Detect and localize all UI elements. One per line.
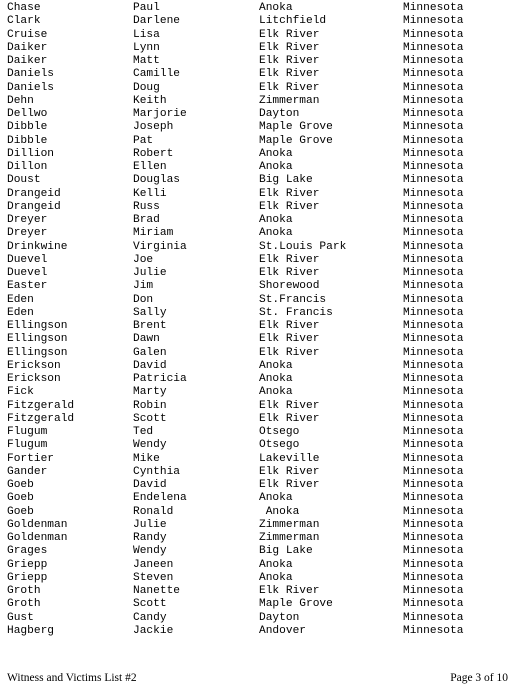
state: Minnesota [403,55,464,67]
state: Minnesota [403,465,464,478]
first-name: Joe [133,253,154,266]
state: Minnesota [403,412,464,425]
last-name: Dreyer [7,214,48,226]
state: Minnesota [403,174,464,187]
record-row [7,55,507,68]
record-row [7,148,507,161]
city: Anoka [259,147,293,160]
state: Minnesota [403,571,464,584]
first-name: Mike [133,452,160,465]
first-name: Wendy [133,545,167,558]
last-name: Goeb [7,479,34,491]
first-name: Matt [133,55,160,67]
first-name: Jackie [133,624,174,637]
record-row [7,280,507,293]
state: Minnesota [403,518,464,531]
state: Minnesota [403,373,464,385]
city: Shorewood [259,280,320,293]
last-name: Ellingson [7,320,68,332]
first-name: David [133,479,167,491]
city: Big Lake [259,174,313,187]
last-name: Gander [7,465,48,478]
last-name: Daiker [7,41,48,54]
state: Minnesota [403,240,464,253]
city: Elk River [259,200,320,213]
record-row [7,492,507,505]
last-name: Groth [7,598,41,611]
city: Anoka [259,214,293,226]
record-row [7,625,507,638]
state: Minnesota [403,293,464,306]
city: Elk River [259,479,320,491]
first-name: Lisa [133,28,160,41]
record-row [7,29,507,42]
state: Minnesota [403,227,464,240]
last-name: Flugum [7,426,48,438]
city: Dayton [259,108,300,120]
record-row [7,466,507,479]
first-name: Scott [133,412,167,425]
state: Minnesota [403,187,464,200]
state: Minnesota [403,585,464,597]
record-row [7,585,507,598]
city: Anoka [259,558,293,571]
first-name: Virginia [133,240,187,253]
city: Elk River [259,28,320,41]
record-row [7,267,507,280]
state: Minnesota [403,108,464,120]
last-name: Chase [7,2,41,14]
last-name: Eden [7,306,34,319]
state: Minnesota [403,359,464,372]
first-name: Wendy [133,439,167,452]
state: Minnesota [403,545,464,558]
state: Minnesota [403,505,464,518]
first-name: Douglas [133,174,180,187]
last-name: Goldenman [7,532,68,544]
record-row [7,254,507,267]
city: St.Louis Park [259,240,347,253]
first-name: Camille [133,68,180,81]
state: Minnesota [403,479,464,491]
last-name: Easter [7,280,48,293]
last-name: Groth [7,585,41,597]
city: Elk River [259,585,320,597]
last-name: Fortier [7,452,54,465]
city: St. Francis [259,306,333,319]
state: Minnesota [403,558,464,571]
first-name: Paul [133,2,160,14]
first-name: Joseph [133,121,174,134]
last-name: Drangeid [7,187,61,200]
record-row [7,214,507,227]
city: Anoka [259,386,293,399]
state: Minnesota [403,426,464,438]
last-name: Erickson [7,373,61,385]
last-name: Dillion [7,147,54,160]
record-row [7,307,507,320]
state: Minnesota [403,94,464,107]
city: Zimmerman [259,518,320,531]
first-name: Ellen [133,161,167,173]
city: Lakeville [259,452,320,465]
state: Minnesota [403,81,464,94]
city: Dayton [259,611,300,624]
record-row [7,227,507,240]
first-name: Steven [133,571,174,584]
last-name: Ellingson [7,346,68,359]
city: Anoka [259,359,293,372]
last-name: Duevel [7,253,48,266]
record-row [7,479,507,492]
record-row [7,386,507,399]
state: Minnesota [403,147,464,160]
city: Zimmerman [259,94,320,107]
last-name: Dillon [7,161,48,173]
city: St.Francis [259,293,327,306]
city: Otsego [259,426,300,438]
city: Elk River [259,253,320,266]
first-name: Lynn [133,41,160,54]
city: Elk River [259,41,320,54]
state: Minnesota [403,41,464,54]
city: Big Lake [259,545,313,558]
state: Minnesota [403,214,464,226]
state: Minnesota [403,267,464,279]
first-name: Galen [133,346,167,359]
record-row [7,174,507,187]
record-row [7,2,507,15]
last-name: Doust [7,174,41,187]
state: Minnesota [403,611,464,624]
state: Minnesota [403,399,464,412]
first-name: Julie [133,518,167,531]
state: Minnesota [403,306,464,319]
city: Zimmerman [259,532,320,544]
last-name: Daiker [7,55,48,67]
record-row [7,42,507,55]
record-row [7,161,507,174]
last-name: Dehn [7,94,34,107]
first-name: Ronald [133,505,174,518]
first-name: Scott [133,598,167,611]
state: Minnesota [403,28,464,41]
record-row [7,439,507,452]
city: Elk River [259,68,320,81]
city: Elk River [259,465,320,478]
state: Minnesota [403,532,464,544]
record-row [7,333,507,346]
record-row [7,347,507,360]
first-name: Janeen [133,558,174,571]
record-row [7,545,507,558]
record-row [7,373,507,386]
first-name: Patricia [133,373,187,385]
last-name: Hagberg [7,624,54,637]
last-name: Erickson [7,359,61,372]
record-row [7,360,507,373]
state: Minnesota [403,121,464,134]
state: Minnesota [403,598,464,611]
state: Minnesota [403,320,464,332]
record-row [7,241,507,254]
state: Minnesota [403,134,464,147]
record-row [7,612,507,625]
state: Minnesota [403,346,464,359]
last-name: Dellwo [7,108,48,120]
first-name: Jim [133,280,154,293]
first-name: Pat [133,134,154,147]
last-name: Ellingson [7,333,68,346]
last-name: Fitzgerald [7,412,75,425]
last-name: Daniels [7,68,54,81]
first-name: Kelli [133,187,167,200]
first-name: Marjorie [133,108,187,120]
last-name: Dibble [7,134,48,147]
state: Minnesota [403,200,464,213]
record-row [7,413,507,426]
city: Elk River [259,187,320,200]
city: Anoka [259,373,293,385]
page-number: Page 3 of 10 [450,672,508,684]
state: Minnesota [403,253,464,266]
city: Otsego [259,439,300,452]
first-name: David [133,359,167,372]
city: Elk River [259,320,320,332]
last-name: Fitzgerald [7,399,75,412]
record-row [7,532,507,545]
city: Litchfield [259,15,327,28]
first-name: Candy [133,611,167,624]
record-row [7,95,507,108]
city: Anoka [259,505,300,518]
last-name: Griepp [7,571,48,584]
record-row [7,188,507,201]
first-name: Russ [133,200,160,213]
first-name: Endelena [133,492,187,505]
last-name: Fick [7,386,34,399]
city: Anoka [259,492,293,505]
city: Elk River [259,412,320,425]
city: Elk River [259,346,320,359]
last-name: Goeb [7,505,34,518]
record-row [7,572,507,585]
city: Anoka [259,227,293,240]
first-name: Miriam [133,227,174,240]
record-row [7,320,507,333]
last-name: Griepp [7,558,48,571]
record-row [7,559,507,572]
state: Minnesota [403,624,464,637]
city: Elk River [259,399,320,412]
first-name: Keith [133,94,167,107]
first-name: Don [133,293,154,306]
state: Minnesota [403,386,464,399]
last-name: Goeb [7,492,34,505]
record-row [7,82,507,95]
city: Maple Grove [259,598,333,611]
first-name: Ted [133,426,154,438]
first-name: Randy [133,532,167,544]
state: Minnesota [403,333,464,346]
first-name: Robin [133,399,167,412]
record-row [7,453,507,466]
city: Maple Grove [259,121,333,134]
city: Elk River [259,55,320,67]
last-name: Eden [7,293,34,306]
first-name: Julie [133,267,167,279]
state: Minnesota [403,2,464,14]
last-name: Gust [7,611,34,624]
first-name: Nanette [133,585,180,597]
record-row [7,519,507,532]
state: Minnesota [403,439,464,452]
state: Minnesota [403,15,464,28]
first-name: Brad [133,214,160,226]
record-row [7,15,507,28]
record-row [7,400,507,413]
first-name: Dawn [133,333,160,346]
first-name: Cynthia [133,465,180,478]
last-name: Drinkwine [7,240,68,253]
last-name: Cruise [7,28,48,41]
last-name: Duevel [7,267,48,279]
first-name: Marty [133,386,167,399]
city: Elk River [259,267,320,279]
city: Andover [259,624,306,637]
first-name: Doug [133,81,160,94]
state: Minnesota [403,280,464,293]
footer-title: Witness and Victims List #2 [7,672,137,684]
state: Minnesota [403,452,464,465]
record-row [7,135,507,148]
record-row [7,598,507,611]
last-name: Goldenman [7,518,68,531]
record-row [7,108,507,121]
last-name: Daniels [7,81,54,94]
last-name: Dreyer [7,227,48,240]
record-row [7,201,507,214]
last-name: Grages [7,545,48,558]
last-name: Drangeid [7,200,61,213]
last-name: Dibble [7,121,48,134]
state: Minnesota [403,492,464,505]
state: Minnesota [403,161,464,173]
first-name: Darlene [133,15,180,28]
city: Anoka [259,571,293,584]
city: Maple Grove [259,134,333,147]
records-list [7,2,507,638]
record-row [7,68,507,81]
record-row [7,294,507,307]
city: Elk River [259,333,320,346]
record-row [7,121,507,134]
first-name: Brent [133,320,167,332]
city: Anoka [259,161,293,173]
last-name: Clark [7,15,41,28]
city: Anoka [259,2,293,14]
last-name: Flugum [7,439,48,452]
city: Elk River [259,81,320,94]
first-name: Robert [133,147,174,160]
state: Minnesota [403,68,464,81]
record-row [7,506,507,519]
first-name: Sally [133,306,167,319]
record-row [7,426,507,439]
